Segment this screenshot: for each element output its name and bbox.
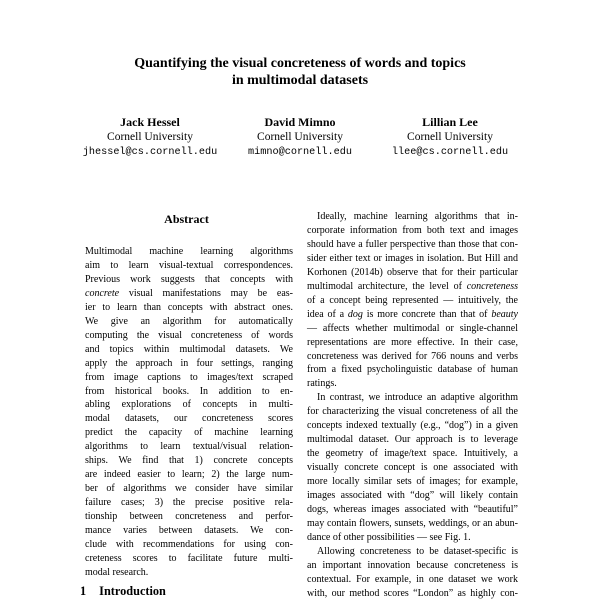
text-line: abling explorations of concepts in multi- <box>85 399 293 411</box>
text-line: multimodal dataset. Our approach is to leverage <box>307 434 518 446</box>
text-line: Korhonen (2014b) observe that for their particular <box>307 266 518 278</box>
author-name: Lillian Lee <box>422 115 478 129</box>
text-line: from a fixed psycholinguistic database of human <box>307 364 518 376</box>
text-line: visually concrete concept is one associated with <box>307 462 518 474</box>
text-line: clude with recommendations for using con- <box>85 539 293 551</box>
text-line: multimodal architecture, the level of concreteness <box>307 280 518 292</box>
author-name: Jack Hessel <box>120 115 180 129</box>
text-line: more locally similar sets of images; for example, <box>307 476 518 488</box>
text-line: dance of other possibilities — see Fig. 1. <box>307 531 471 543</box>
section-heading-introduction <box>80 585 293 599</box>
text-line: ber of algorithms we consider have similar <box>85 483 293 495</box>
text-line: aim to learn visual-textual correspondences. <box>85 259 293 271</box>
text-line: predict the capacity of machine learning <box>85 427 293 439</box>
text-line: may contain flowers, sunsets, weddings, or an abun- <box>307 517 518 529</box>
text-line: apply the approach in four settings, ranging <box>85 357 293 369</box>
text-line: Previous work suggests that concepts with <box>85 273 293 285</box>
section-number: 1 <box>80 583 87 598</box>
text-line: are indeed easier to learn; 2) the large num- <box>85 469 293 481</box>
text-line: should have a fuller perspective than those that con- <box>307 238 518 250</box>
text-line: modal research. <box>85 566 149 578</box>
text-line: concepts indexed textually (e.g., “dog”) in a given <box>307 420 518 432</box>
text-line: ier to learn than concepts with abstract ones. <box>85 301 293 313</box>
text-line: — affects whether multimodal or single-channel <box>307 322 518 334</box>
author-affiliation: Cornell University <box>257 131 343 143</box>
author-list <box>75 115 525 161</box>
author-affiliation: Cornell University <box>407 131 493 143</box>
paper-title-line-1: Quantifying the visual concreteness of words and topics <box>134 56 466 71</box>
text-line: idea of a dog is more concrete than that of beauty <box>307 308 518 320</box>
text-line: for characterizing the visual concreteness of all the <box>307 406 518 418</box>
text-line: dogs, whereas images associated with “beautiful” <box>307 504 518 516</box>
text-line: computing the visual concreteness of words <box>85 329 293 341</box>
intro-body <box>307 210 518 600</box>
text-line: concreteness was derived for 766 nouns and verbs <box>307 350 518 362</box>
text-line: representations are more effective. In their case, <box>307 336 518 348</box>
text-line: and topics within multimodal datasets. We <box>85 343 293 355</box>
text-line: We give an algorithm for automatically <box>85 315 293 327</box>
text-line: In contrast, we introduce an adaptive algorithm <box>317 392 518 404</box>
text-line: tionship between concreteness and perfor- <box>85 511 293 523</box>
author-name: David Mimno <box>264 115 336 129</box>
author-block <box>375 115 525 161</box>
right-column <box>307 210 518 600</box>
text-line: the geometry of image/text space. Intuitively, a <box>307 448 518 460</box>
text-line: images associated with “dog” will likely contain <box>307 490 518 502</box>
text-line: with, our method scores “London” as highly con- <box>307 587 518 599</box>
text-line: mance varies between datasets. We con- <box>85 525 293 537</box>
text-line: Ideally, machine learning algorithms that in- <box>317 211 518 222</box>
text-line: ratings. <box>307 378 337 390</box>
author-block <box>225 115 375 161</box>
text-line: corporate information from both text and images <box>307 224 518 236</box>
text-line: of a concept being represented — intuitively, the <box>307 294 518 306</box>
text-line: failure cases; 3) the precise positive rela- <box>85 497 293 509</box>
text-line: algorithms to learn textual/visual relation- <box>85 441 293 453</box>
text-line: from image captions to images/text scraped <box>85 371 293 383</box>
text-line: creteness scores to facilitate future multi- <box>85 552 293 564</box>
author-email: mimno@cornell.edu <box>248 147 352 158</box>
text-line: an important innovation because concreteness is <box>307 559 518 571</box>
text-line: ships. We find that 1) concrete concepts <box>85 455 293 467</box>
paper-title <box>0 56 600 89</box>
section-title: Introduction <box>99 583 166 598</box>
abstract-heading: Abstract <box>164 212 209 226</box>
text-line: Allowing concreteness to be dataset-specific is <box>317 545 518 557</box>
abstract-body <box>80 245 293 580</box>
paper-title-line-2: in multimodal datasets <box>231 72 369 88</box>
text-line: contextual. For example, in one dataset we work <box>307 573 518 585</box>
text-line: Multimodal machine learning algorithms <box>85 246 293 257</box>
text-line: from historical books. In addition to en- <box>85 385 293 397</box>
author-email: llee@cs.cornell.edu <box>391 147 509 158</box>
left-column <box>80 212 293 599</box>
author-email: jhessel@cs.cornell.edu <box>82 147 218 158</box>
text-line: sider either text or images in isolation. But Hill and <box>307 252 518 264</box>
text-line: concrete visual manifestations may be eas- <box>85 287 293 299</box>
text-line: modal datasets, our concreteness scores <box>85 413 293 425</box>
author-affiliation: Cornell University <box>107 131 193 143</box>
author-block <box>75 115 225 161</box>
